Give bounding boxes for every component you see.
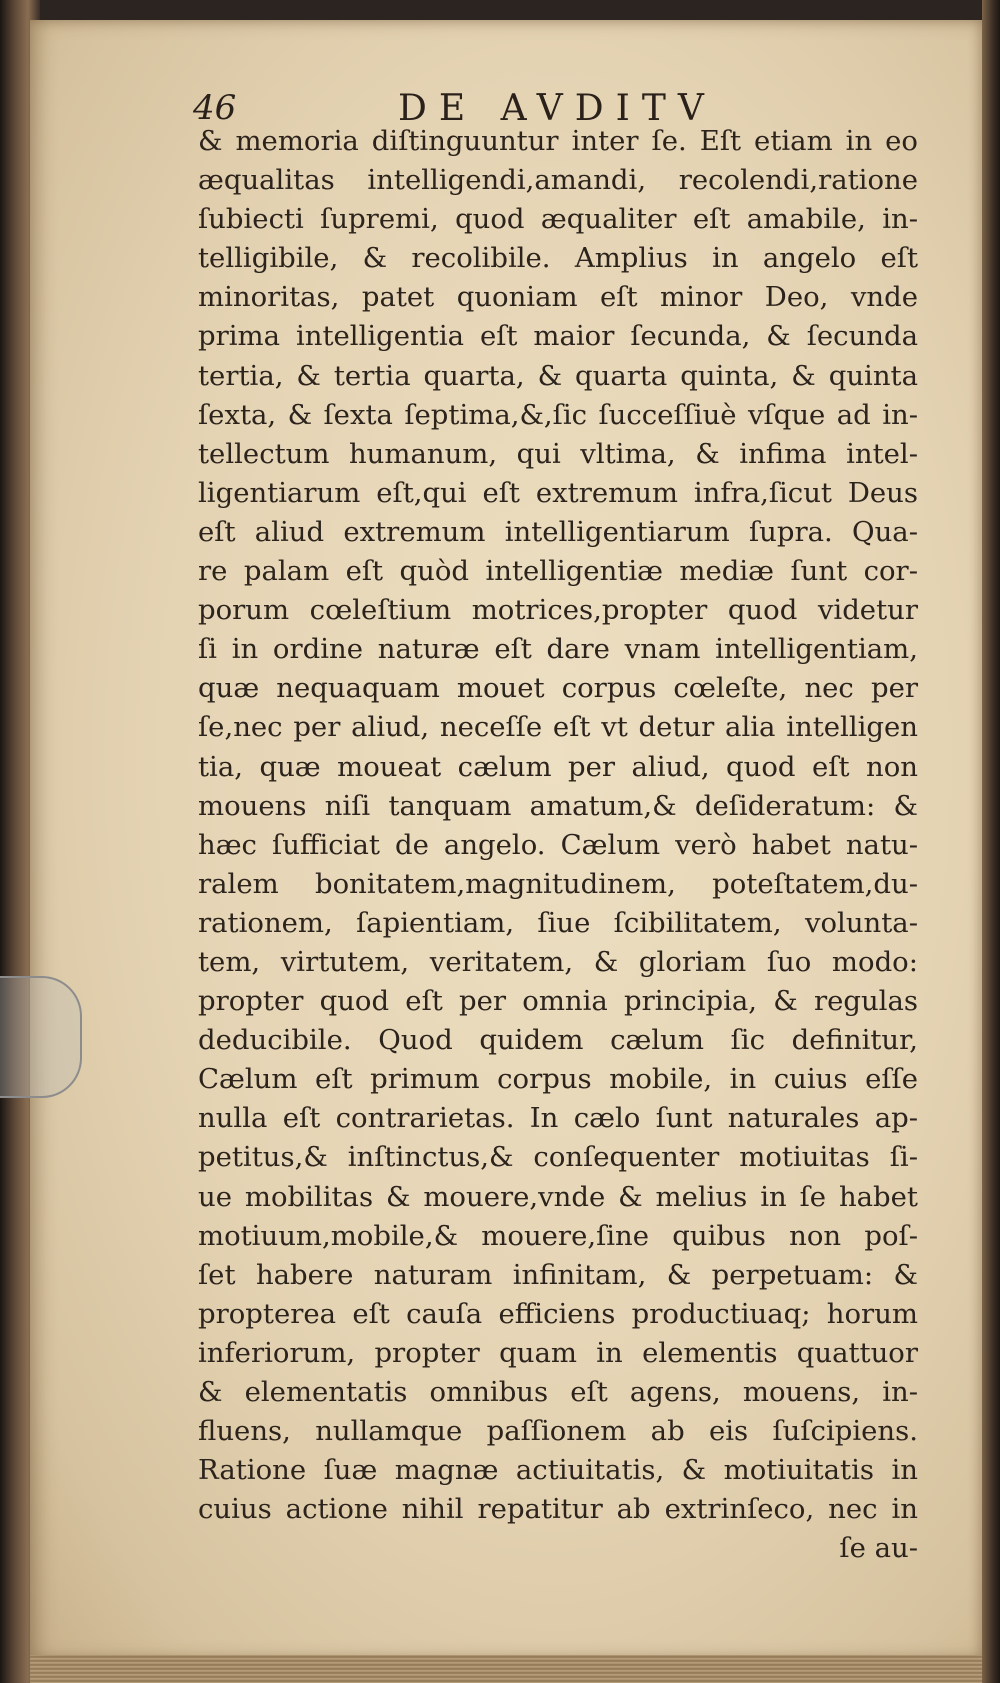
text-line: tertia, & tertia quarta, & quarta quinta, & quinta [198,359,918,392]
text-line: ſi in ordine naturæ eſt dare vnam intelligentiam, [198,633,918,666]
text-line: ſe,nec per aliud, neceſſe eſt vt detur alia intelligen [198,711,918,744]
text-line: porum cœleſtium motrices,propter quod videtur [198,594,918,627]
text-line: telligibile, & recolibile. Amplius in angelo eſt [198,242,918,275]
text-line: rationem, ſapientiam, ſiue ſcibilitatem, volunta- [198,906,918,939]
text-line: propterea eſt cauſa efficiens productiuaq; horum [198,1297,918,1330]
text-line: tem, virtutem, veritatem, & gloriam ſuo modo: [198,945,918,978]
text-line: quæ nequaquam mouet corpus cœleſte, nec per [198,672,918,705]
text-line: motiuum,mobile,& mouere,ſine quibus non poſ- [198,1219,918,1252]
catchword: ſe au- [839,1532,918,1565]
text-line: eſt aliud extremum intelligentiarum ſupra. Qua- [198,515,918,548]
text-line: ſexta, & ſexta ſeptima,&,ſic ſucceſſiuè vſque ad in- [198,398,918,431]
text-line: prima intelligentia eſt maior ſecunda, & ſecunda [198,320,918,353]
text-line: ſet habere naturam infinitam, & perpetuam: & [198,1258,918,1291]
page-number: 46 [193,88,237,128]
text-line: mouens niſi tanquam amatum,& deſideratum: & [198,789,918,822]
text-line: & elementatis omnibus eſt agens, mouens, in- [198,1376,918,1408]
text-line: nulla eſt contrarietas. In cælo ſunt naturales ap- [198,1102,918,1135]
text-line: minoritas, patet quoniam eſt minor Deo, vnde [198,281,918,314]
text-line: hæc ſufficiat de angelo. Cælum verò habet natu- [198,828,918,861]
text-line: ſubiecti ſupremi, quod æqualiter eſt amabile, in- [198,203,918,236]
page-tab-marker [0,976,82,1098]
text-line: ue mobilitas & mouere,vnde & melius in ſe habet [198,1180,918,1213]
text-line: ligentiarum eſt,qui eſt extremum infra,ſicut Deus [198,476,918,509]
book-edge-right [982,0,1000,1683]
running-head: DE AVDITV [398,88,716,129]
text-line: & memoria diſtinguuntur inter ſe. Eſt etiam in eo [198,125,918,157]
text-line: re palam eſt quòd intelligentiæ mediæ ſunt cor- [198,555,918,588]
text-line: inferiorum, propter quam in elementis quattuor [198,1336,918,1369]
body-text [198,122,918,1568]
text-line: petitus,& inſtinctus,& conſequenter motiuitas ſi- [198,1141,918,1174]
page-stack-edge [30,1655,982,1683]
text-line: cuius actione nihil repatitur ab extrinſeco, nec in [198,1493,918,1526]
text-line: tellectum humanum, qui vltima, & infima intel- [198,437,918,470]
text-line: Cælum eſt primum corpus mobile, in cuius eſſe [198,1063,918,1096]
text-line: æqualitas intelligendi,amandi, recolendi,ratione [198,164,918,197]
text-line: fluens, nullamque paſſionem ab eis ſuſcipiens. [198,1415,918,1448]
text-line: propter quod eſt per omnia principia, & regulas [198,985,918,1018]
text-line: tia, quæ moueat cælum per aliud, quod eſt non [198,750,918,783]
text-line: Ratione ſuæ magnæ actiuitatis, & motiuitatis in [198,1454,918,1487]
text-line: deducibile. Quod quidem cælum ſic definitur, [198,1024,918,1057]
text-line: ralem bonitatem,magnitudinem, poteſtatem,du- [198,867,918,900]
